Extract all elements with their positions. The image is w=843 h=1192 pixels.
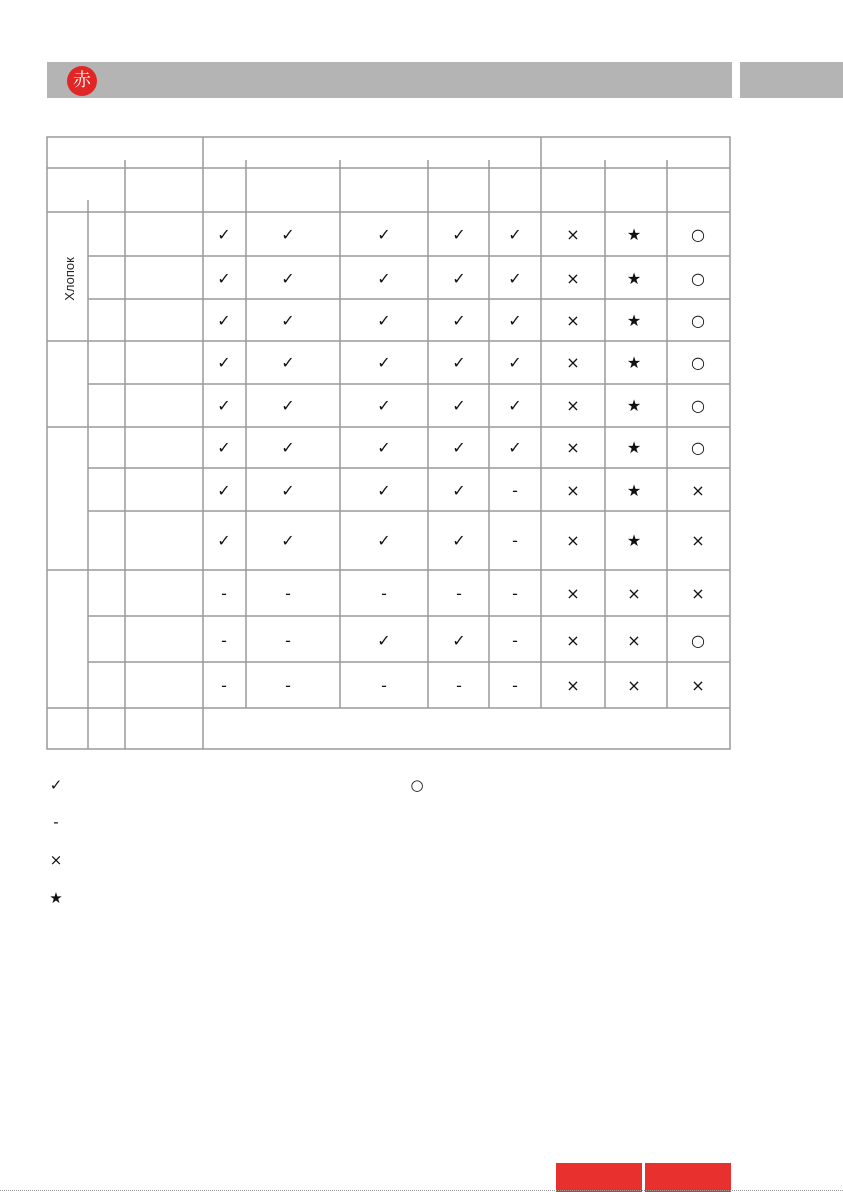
star-icon: ★ (626, 530, 642, 550)
star-icon: ★ (626, 352, 642, 372)
cross-icon: × (566, 268, 580, 288)
cross-icon: × (691, 583, 705, 603)
check-icon: ✓ (508, 395, 522, 415)
check-icon: ✓ (508, 437, 522, 457)
cross-icon: × (566, 480, 580, 500)
dash-icon: - (512, 480, 518, 500)
check-icon: ✓ (508, 310, 522, 330)
check-icon: ✓ (452, 480, 466, 500)
check-icon: ✓ (377, 530, 391, 550)
check-icon: ✓ (217, 437, 231, 457)
cross-icon: × (566, 437, 580, 457)
check-icon: ✓ (281, 268, 295, 288)
circle-icon: ○ (691, 268, 705, 288)
check-icon: ✓ (281, 530, 295, 550)
brand-logo-icon: 赤 (67, 66, 97, 96)
check-icon: ✓ (217, 310, 231, 330)
dash-icon: - (381, 675, 387, 695)
check-icon: ✓ (452, 530, 466, 550)
cross-icon: × (566, 530, 580, 550)
check-icon: ✓ (377, 224, 391, 244)
dash-icon: - (456, 583, 462, 603)
footer-page-tab (556, 1163, 642, 1192)
check-icon: ✓ (508, 352, 522, 372)
check-icon: ✓ (377, 630, 391, 650)
star-icon: ★ (49, 889, 63, 907)
check-icon: ✓ (452, 352, 466, 372)
dash-icon: - (512, 675, 518, 695)
circle-icon: ○ (691, 310, 705, 330)
dash-icon: - (221, 630, 227, 650)
dash-icon: - (512, 530, 518, 550)
check-icon: ✓ (217, 224, 231, 244)
circle-icon: ○ (691, 395, 705, 415)
circle-icon: ○ (691, 437, 705, 457)
cross-icon: × (566, 675, 580, 695)
legend-item-dash (46, 812, 72, 832)
check-icon: ✓ (217, 268, 231, 288)
dash-icon: - (456, 675, 462, 695)
check-icon: ✓ (508, 268, 522, 288)
star-icon: ★ (626, 395, 642, 415)
star-icon: ★ (626, 268, 642, 288)
cross-icon: × (566, 630, 580, 650)
cross-icon: × (691, 675, 705, 695)
dash-icon: - (381, 583, 387, 603)
check-icon: ✓ (281, 437, 295, 457)
check-icon: ✓ (217, 352, 231, 372)
star-icon: ★ (626, 310, 642, 330)
check-icon: ✓ (377, 437, 391, 457)
dash-icon: - (512, 630, 518, 650)
legend-item-check (46, 775, 72, 795)
check-icon: ✓ (281, 480, 295, 500)
check-icon: ✓ (217, 395, 231, 415)
circle-icon: ○ (410, 776, 424, 794)
cross-icon: × (566, 310, 580, 330)
circle-icon: ○ (691, 630, 705, 650)
cross-icon: × (566, 352, 580, 372)
cross-icon: × (691, 530, 705, 550)
dash-icon: - (221, 583, 227, 603)
cross-icon: × (627, 583, 641, 603)
legend-item-cross (46, 850, 72, 870)
check-icon: ✓ (452, 224, 466, 244)
cross-icon: × (566, 224, 580, 244)
star-icon: ★ (626, 224, 642, 244)
check-icon: ✓ (377, 268, 391, 288)
cross-icon: × (691, 480, 705, 500)
check-icon: ✓ (377, 395, 391, 415)
check-icon: ✓ (452, 395, 466, 415)
cross-icon: × (627, 630, 641, 650)
dash-icon: - (285, 675, 291, 695)
check-icon: ✓ (452, 630, 466, 650)
star-icon: ★ (626, 480, 642, 500)
check-icon: ✓ (281, 395, 295, 415)
fabric-label-cotton: Хлопок (62, 257, 77, 301)
cross-icon: × (49, 851, 63, 869)
check-icon: ✓ (452, 310, 466, 330)
check-icon: ✓ (281, 310, 295, 330)
dash-icon: - (285, 583, 291, 603)
check-icon: ✓ (377, 352, 391, 372)
check-icon: ✓ (281, 224, 295, 244)
cross-icon: × (566, 395, 580, 415)
cross-icon: × (566, 583, 580, 603)
dash-icon: - (512, 583, 518, 603)
check-icon: ✓ (377, 310, 391, 330)
cross-icon: × (627, 675, 641, 695)
dash-icon: - (285, 630, 291, 650)
check-icon: ✓ (508, 224, 522, 244)
check-icon: ✓ (49, 776, 63, 794)
footer-page-tab (645, 1163, 731, 1192)
dash-icon: - (221, 675, 227, 695)
check-icon: ✓ (217, 480, 231, 500)
circle-icon: ○ (691, 352, 705, 372)
dash-icon: - (53, 813, 59, 831)
footer-divider (0, 1190, 843, 1191)
circle-icon: ○ (691, 224, 705, 244)
check-icon: ✓ (452, 268, 466, 288)
star-icon: ★ (626, 437, 642, 457)
legend-item-star (46, 888, 72, 908)
legend-item-circle (407, 775, 433, 795)
check-icon: ✓ (452, 437, 466, 457)
check-icon: ✓ (217, 530, 231, 550)
check-icon: ✓ (281, 352, 295, 372)
check-icon: ✓ (377, 480, 391, 500)
